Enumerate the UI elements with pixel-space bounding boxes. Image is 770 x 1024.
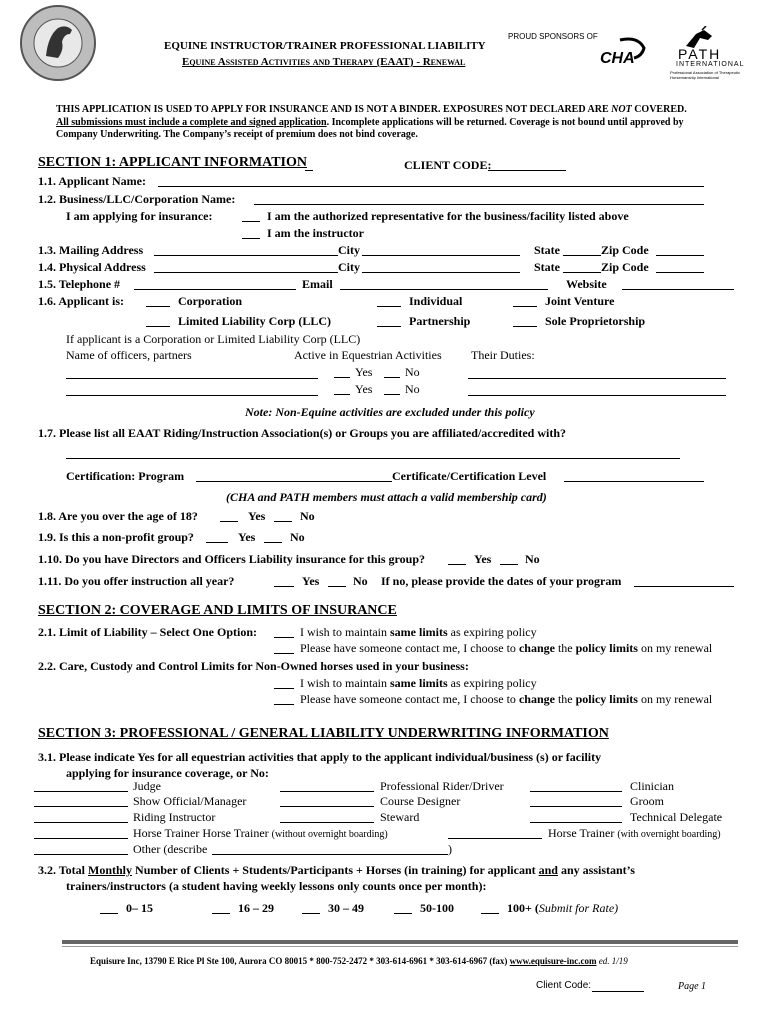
footer-client-code-label: Client Code: — [536, 980, 592, 991]
officer-duties-field-2[interactable] — [468, 395, 726, 396]
mailing-city-field[interactable] — [362, 255, 520, 256]
mailing-state-field[interactable] — [563, 255, 601, 256]
non-profit-no-label: No — [290, 530, 305, 544]
q1-4-label: 1.4. Physical Address — [38, 260, 146, 274]
path-sub1: Professional Association of Therapeutic — [670, 70, 740, 75]
section3-title: SECTION 3: PROFESSIONAL / GENERAL LIABILITY UNDERWRITING INFORMATION — [38, 726, 609, 741]
authorized-checkbox[interactable] — [242, 221, 260, 222]
officer-active-yes-2[interactable] — [334, 394, 350, 395]
range-50-100-label: 50-100 — [420, 901, 454, 915]
path-sub2: Horsemanship International — [670, 75, 719, 80]
certificate-level-field[interactable] — [564, 481, 704, 482]
authorized-option: I am the authorized representative for the business/facility listed above — [267, 209, 629, 223]
liability-change-checkbox[interactable] — [274, 653, 294, 654]
liability-same-option: I wish to maintain same limits as expiring policy — [300, 625, 537, 639]
other-close-paren: ) — [448, 842, 452, 856]
officers-intro: If applicant is a Corporation or Limited Liability Corp (LLC) — [66, 332, 361, 346]
path-logo — [668, 26, 745, 82]
program-dates-field[interactable] — [634, 586, 734, 587]
all-year-no-checkbox[interactable] — [328, 586, 346, 587]
corporation-option: Corporation — [178, 294, 242, 308]
officer-active-no-label-2: No — [405, 382, 420, 396]
show-official-label: Show Official/Manager — [133, 794, 247, 808]
their-duties-label: Their Duties: — [471, 348, 535, 362]
course-designer-label: Course Designer — [380, 794, 461, 808]
range-0-15-label: 0– 15 — [126, 901, 153, 915]
other-label: Other (describe — [133, 842, 208, 856]
q3-1-line-2: applying for insurance coverage, or No: — [66, 766, 269, 780]
range-16-29-label: 16 – 29 — [238, 901, 274, 915]
do-insurance-no-label: No — [525, 552, 540, 566]
q2-1-label: 2.1. Limit of Liability – Select One Option: — [38, 625, 257, 639]
llc-option: Limited Liability Corp (LLC) — [178, 314, 332, 328]
mailing-zip-field[interactable] — [656, 255, 704, 256]
mailing-city-label: City — [338, 243, 360, 257]
client-code-label: CLIENT CODE: — [404, 158, 492, 172]
applicant-name-field[interactable] — [158, 186, 704, 187]
q1-6-label: 1.6. Applicant is: — [38, 294, 125, 308]
q1-9-label: 1.9. Is this a non-profit group? — [38, 530, 194, 544]
physical-state-field[interactable] — [563, 272, 601, 273]
all-year-no-label: No — [353, 574, 368, 588]
sole-prop-checkbox[interactable] — [513, 326, 537, 327]
partnership-option: Partnership — [409, 314, 471, 328]
mailing-address-field[interactable] — [154, 255, 338, 256]
clinician-field[interactable] — [530, 791, 622, 792]
all-year-yes-checkbox[interactable] — [274, 586, 294, 587]
ccc-change-checkbox[interactable] — [274, 704, 294, 705]
website-field[interactable] — [622, 289, 734, 290]
non-equine-note: Note: Non-Equine activities are excluded under this policy — [245, 405, 535, 419]
instructor-checkbox[interactable] — [242, 238, 260, 239]
cha-text: CHA — [600, 50, 635, 67]
active-equestrian-label: Active in Equestrian Activities — [294, 348, 442, 362]
q3-2-line-1: 3.2. Total Monthly Number of Clients + Students/Participants + Horses (in training) for applicant and any assistant’s — [38, 863, 635, 877]
officers-name-label: Name of officers, partners — [66, 348, 192, 362]
page-number: Page 1 — [678, 981, 707, 992]
officer-active-no-label-1: No — [405, 365, 420, 379]
judge-field[interactable] — [34, 791, 128, 792]
clinician-label: Clinician — [630, 779, 674, 793]
llc-checkbox[interactable] — [146, 326, 170, 327]
q3-1-line-1: 3.1. Please indicate Yes for all equestrian activities that apply to the applicant individual/business (s) or facility — [38, 750, 602, 764]
non-profit-no-checkbox[interactable] — [264, 542, 282, 543]
email-field[interactable] — [340, 289, 548, 290]
officer-name-field-1[interactable] — [66, 378, 318, 379]
range-100-plus-checkbox[interactable] — [481, 913, 499, 914]
officer-active-no-2[interactable] — [384, 394, 400, 395]
equisure-logo — [18, 4, 98, 82]
q1-5-label: 1.5. Telephone # — [38, 277, 121, 291]
liability-change-option: Please have someone contact me, I choose to change the policy limits on my renewal — [300, 641, 713, 655]
mailing-zip-label: Zip Code — [601, 243, 649, 257]
website-label: Website — [566, 277, 607, 291]
certification-program-field[interactable] — [196, 481, 392, 482]
non-profit-yes-checkbox[interactable] — [206, 542, 228, 543]
officer-name-field-2[interactable] — [66, 395, 318, 396]
q1-7-label: 1.7. Please list all EAAT Riding/Instruction Association(s) or Groups you are affiliated/accredited with? — [38, 426, 567, 440]
path-name: PATH — [678, 46, 722, 62]
notice-line-1: THIS APPLICATION IS USED TO APPLY FOR INSURANCE AND IS NOT A BINDER. EXPOSURES NOT DECLARED ARE NOT COVERED. — [56, 104, 687, 115]
client-code-field[interactable] — [488, 170, 566, 171]
horse-trainer-overnight-label: Horse Trainer (with overnight boarding) — [548, 826, 721, 840]
tech-delegate-label: Technical Delegate — [630, 810, 723, 824]
q1-3-label: 1.3. Mailing Address — [38, 243, 144, 257]
do-insurance-yes-label: Yes — [474, 552, 492, 566]
applying-for-label: I am applying for insurance: — [66, 209, 213, 223]
q2-2-label: 2.2. Care, Custody and Control Limits for Non-Owned horses used in your business: — [38, 659, 469, 673]
associations-field[interactable] — [66, 458, 680, 459]
q1-11-label: 1.11. Do you offer instruction all year? — [38, 574, 235, 588]
horse-trainer-label: Horse Trainer Horse Trainer (without overnight boarding) — [133, 826, 388, 840]
ccc-same-checkbox[interactable] — [274, 688, 294, 689]
footer-address: Equisure Inc, 13790 E Rice Pl Ste 100, Aurora CO 80015 * 800-752-2472 * 303-614-6961 * 303-614-6967 (fax) www.equisure-inc.com ed. 1/19 — [90, 956, 628, 966]
q1-10-label: 1.10. Do you have Directors and Officers Liability insurance for this group? — [38, 552, 425, 566]
range-30-49-checkbox[interactable] — [302, 913, 320, 914]
pro-rider-label: Professional Rider/Driver — [380, 779, 504, 793]
physical-zip-label: Zip Code — [601, 260, 649, 274]
horse-trainer-field[interactable] — [34, 838, 128, 839]
physical-city-label: City — [338, 260, 360, 274]
certification-program-label: Certification: Program — [66, 469, 185, 483]
form-title: EQUINE INSTRUCTOR/TRAINER PROFESSIONAL LIABILITY — [164, 40, 486, 52]
instructor-option: I am the instructor — [267, 226, 364, 240]
footer-rule-thin — [62, 946, 738, 947]
footer-website-link[interactable]: www.equisure-inc.com — [509, 956, 597, 966]
if-no-dates-label: If no, please provide the dates of your program — [381, 574, 622, 588]
horse-trainer-overnight-field[interactable] — [448, 838, 542, 839]
tech-delegate-field[interactable] — [530, 822, 622, 823]
telephone-field[interactable] — [134, 289, 296, 290]
corporation-checkbox[interactable] — [146, 306, 170, 307]
range-16-29-checkbox[interactable] — [212, 913, 230, 914]
cha-logo — [598, 36, 648, 70]
judge-label: Judge — [133, 779, 161, 793]
officer-active-yes-label-1: Yes — [355, 365, 373, 379]
physical-state-label: State — [534, 260, 560, 274]
ccc-change-option: Please have someone contact me, I choose to change the policy limits on my renewal — [300, 692, 713, 706]
q1-1-label: 1.1. Applicant Name: — [38, 174, 146, 188]
liability-same-checkbox[interactable] — [274, 637, 294, 638]
groom-field[interactable] — [530, 806, 622, 807]
section1-title: SECTION 1: APPLICANT INFORMATION — [38, 155, 308, 170]
riding-instructor-field[interactable] — [34, 822, 128, 823]
email-label: Email — [302, 277, 333, 291]
business-name-field[interactable] — [254, 204, 704, 205]
mailing-state-label: State — [534, 243, 560, 257]
joint-venture-option: Joint Venture — [545, 294, 615, 308]
sole-prop-option: Sole Proprietorship — [545, 314, 646, 328]
over-18-yes-label: Yes — [248, 509, 266, 523]
footer-rule — [62, 940, 738, 944]
individual-checkbox[interactable] — [377, 306, 401, 307]
officer-active-yes-label-2: Yes — [355, 382, 373, 396]
sponsors-label: PROUD SPONSORS OF — [508, 32, 598, 41]
path-intl: INTERNATIONAL — [676, 61, 745, 68]
certificate-level-label: Certificate/Certification Level — [392, 469, 547, 483]
range-0-15-checkbox[interactable] — [100, 913, 118, 914]
course-designer-field[interactable] — [280, 806, 374, 807]
steward-label: Steward — [380, 810, 420, 824]
officer-active-yes-1[interactable] — [334, 377, 350, 378]
over-18-no-checkbox[interactable] — [274, 521, 292, 522]
do-insurance-no-checkbox[interactable] — [500, 564, 518, 565]
other-field[interactable] — [34, 854, 128, 855]
section2-title: SECTION 2: COVERAGE AND LIMITS OF INSURANCE — [38, 603, 397, 618]
other-describe-field[interactable] — [212, 854, 448, 855]
physical-zip-field[interactable] — [656, 272, 704, 273]
range-30-49-label: 30 – 49 — [328, 901, 364, 915]
membership-note: (CHA and PATH members must attach a valid membership card) — [226, 490, 547, 504]
range-100-plus-label: 100+ (Submit for Rate) — [507, 901, 619, 915]
individual-option: Individual — [409, 294, 463, 308]
pro-rider-field[interactable] — [280, 791, 374, 792]
q3-2-line-2: trainers/instructors (a student having weekly lessons only counts once per month): — [66, 879, 487, 893]
steward-field[interactable] — [280, 822, 374, 823]
notice-line-3: Company Underwriting. The Company’s receipt of premium does not bind coverage. — [56, 129, 418, 140]
physical-city-field[interactable] — [362, 272, 520, 273]
partnership-checkbox[interactable] — [377, 326, 401, 327]
do-insurance-yes-checkbox[interactable] — [448, 564, 466, 565]
footer-client-code-field[interactable] — [592, 991, 644, 992]
non-profit-yes-label: Yes — [238, 530, 256, 544]
all-year-yes-label: Yes — [302, 574, 320, 588]
over-18-yes-checkbox[interactable] — [220, 521, 238, 522]
over-18-no-label: No — [300, 509, 315, 523]
groom-label: Groom — [630, 794, 664, 808]
q1-2-label: 1.2. Business/LLC/Corporation Name: — [38, 192, 236, 206]
form-subtitle: Equine Assisted Activities and Therapy (EAAT) - Renewal — [182, 56, 466, 68]
q1-8-label: 1.8. Are you over the age of 18? — [38, 509, 198, 523]
notice-line-2: All submissions must include a complete and signed application. Incomplete applications will be returned. Coverage is not bound until approved by — [56, 117, 684, 128]
riding-instructor-label: Riding Instructor — [133, 810, 216, 824]
officer-duties-field-1[interactable] — [468, 378, 726, 379]
show-official-field[interactable] — [34, 806, 128, 807]
range-50-100-checkbox[interactable] — [394, 913, 412, 914]
ccc-same-option: I wish to maintain same limits as expiring policy — [300, 676, 537, 690]
physical-address-field[interactable] — [154, 272, 338, 273]
joint-venture-checkbox[interactable] — [513, 306, 537, 307]
officer-active-no-1[interactable] — [384, 377, 400, 378]
